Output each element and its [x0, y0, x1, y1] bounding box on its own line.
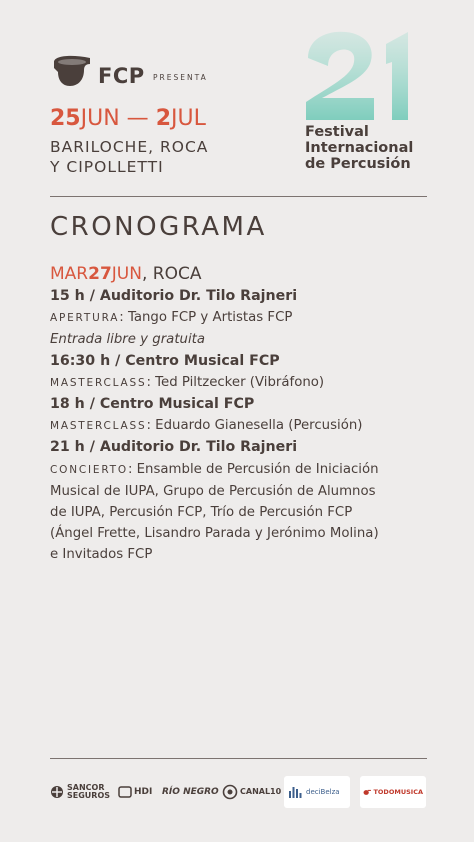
festival-name: Festival Internacional de Percusión — [305, 124, 414, 172]
guitar-icon — [363, 785, 371, 799]
schedule-item: de IUPA, Percusión FCP, Trío de Percusión FCP — [50, 505, 353, 521]
schedule-list — [50, 286, 435, 566]
festival-cities: BARILOCHE, ROCA Y CIPOLLETTI — [50, 138, 209, 176]
sponsor-rio-negro: RÍO NEGRO — [162, 787, 219, 797]
bottom-divider — [50, 758, 427, 759]
fcp-drum-logo-icon — [50, 52, 94, 90]
schedule-item: MASTERCLASS: Ted Piltzecker (Vibráfono) — [50, 374, 325, 390]
sancor-icon — [50, 785, 64, 799]
schedule-item: (Ángel Frette, Lisandro Parada y Jerónimo Molina) — [50, 526, 379, 542]
schedule-item: 15 h / Auditorio Dr. Tilo Rajneri — [50, 288, 298, 304]
presenta-label: PRESENTA — [153, 73, 208, 82]
schedule-item: 21 h / Auditorio Dr. Tilo Rajneri — [50, 439, 298, 456]
sponsor-todomusica: TODOMUSICA — [360, 776, 426, 808]
sponsor-sancor: SANCOR SEGUROS — [50, 776, 110, 808]
sponsor-decibelza: deciBelza — [284, 776, 350, 808]
sponsor-canal10: CANAL10 — [222, 776, 281, 808]
fcp-logo-text: FCP — [98, 64, 145, 88]
sponsor-logos — [50, 776, 435, 808]
section-title: CRONOGRAMA — [50, 212, 267, 242]
canal10-icon — [222, 784, 238, 800]
schedule-item: 18 h / Centro Musical FCP — [50, 396, 255, 413]
schedule-item: APERTURA: Tango FCP y Artistas FCP — [50, 310, 293, 326]
schedule-item: MASTERCLASS: Eduardo Gianesella (Percusión) — [50, 418, 363, 434]
event-day: MAR27JUN, ROCA — [50, 264, 202, 284]
schedule-item: 16:30 h / Centro Musical FCP — [50, 352, 280, 369]
schedule-item: Musical de IUPA, Grupo de Percusión de Alumnos — [50, 483, 376, 499]
schedule-item: e Invitados FCP — [50, 547, 153, 563]
top-divider — [50, 196, 427, 197]
edition-21-graphic — [300, 28, 418, 123]
schedule-item: CONCIERTO: Ensamble de Percusión de Iniciación — [50, 461, 379, 477]
sponsor-hdi: HDI — [118, 776, 152, 808]
festival-dates: 25JUN — 2JUL — [50, 106, 206, 131]
equalizer-icon — [288, 785, 302, 799]
hdi-icon — [118, 785, 132, 799]
schedule-item: Entrada libre y gratuita — [50, 332, 206, 348]
